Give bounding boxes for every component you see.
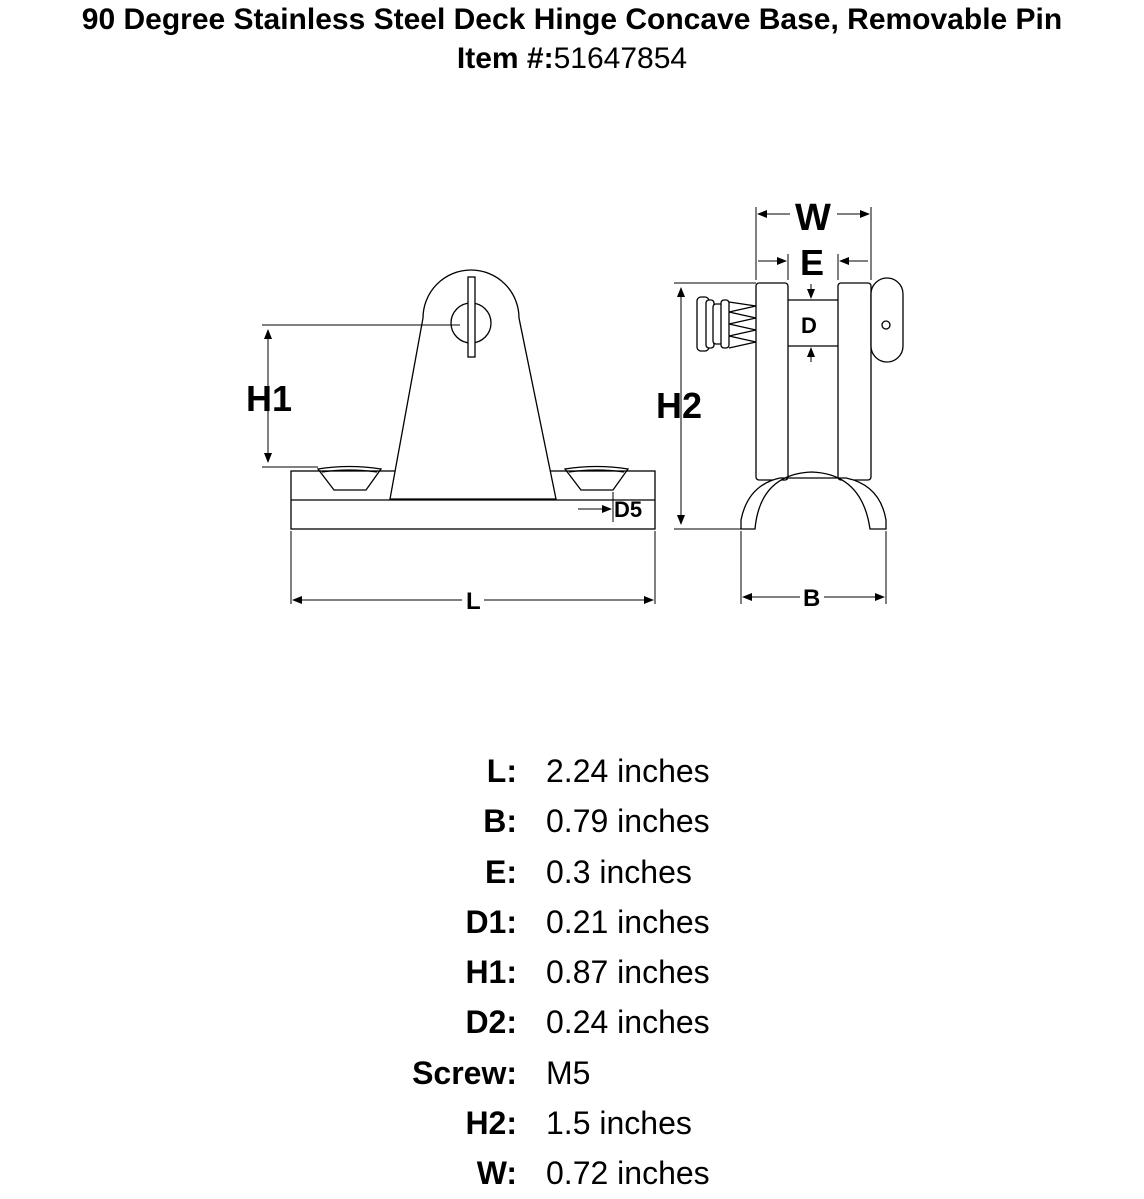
spec-key: L:: [486, 753, 517, 789]
d-label: D: [801, 313, 817, 338]
spec-key: E:: [485, 853, 517, 890]
d5-label: D5: [614, 497, 643, 522]
spec-table: [0, 746, 1144, 1199]
spec-key: W:: [476, 1155, 517, 1192]
spec-value: M5: [546, 1054, 591, 1091]
h1-label: H1: [246, 378, 293, 419]
spec-value: 0.24 inches: [546, 1004, 710, 1041]
right-lug: [838, 283, 871, 480]
spec-key: Screw:: [412, 1054, 517, 1091]
spec-value: 0.21 inches: [546, 903, 710, 940]
front-view: [697, 278, 903, 529]
b-label: B: [803, 585, 821, 612]
spec-value: 2.24 inches: [546, 753, 710, 789]
spec-value: 1.5 inches: [546, 1105, 692, 1142]
spec-value: 0.3 inches: [546, 853, 692, 890]
spec-row: [0, 746, 1144, 796]
side-view: [291, 270, 655, 529]
spec-row: [0, 1098, 1144, 1148]
spec-key: D1:: [465, 903, 517, 940]
d5-dimension: [578, 492, 613, 522]
spec-value: 0.79 inches: [546, 803, 710, 840]
spec-row: [0, 997, 1144, 1047]
spec-key: D2:: [465, 1004, 517, 1041]
spec-key: H2:: [465, 1105, 517, 1142]
e-label: E: [800, 242, 825, 283]
spec-row: [0, 897, 1144, 947]
w-label: W: [795, 197, 831, 239]
spec-key: B:: [483, 803, 517, 840]
l-label: L: [466, 588, 481, 615]
spec-row: [0, 847, 1144, 897]
page-title: 90 Degree Stainless Steel Deck Hinge Concave Base, Removable Pin: [81, 3, 1063, 36]
pin-head: [871, 278, 903, 362]
spec-row: [0, 947, 1144, 997]
spec-row: [0, 796, 1144, 846]
spec-value: 0.72 inches: [546, 1155, 710, 1192]
item-label: Item #:: [456, 42, 554, 75]
spec-value: 0.87 inches: [546, 954, 710, 991]
left-lug: [756, 283, 788, 480]
h2-label: H2: [656, 385, 703, 426]
spec-row: [0, 1148, 1144, 1198]
item-number: 51647854: [553, 42, 688, 75]
hinge-pin-end: [468, 277, 475, 357]
spec-row: [0, 1048, 1144, 1098]
spec-key: H1:: [465, 954, 517, 991]
spring: [729, 302, 756, 348]
